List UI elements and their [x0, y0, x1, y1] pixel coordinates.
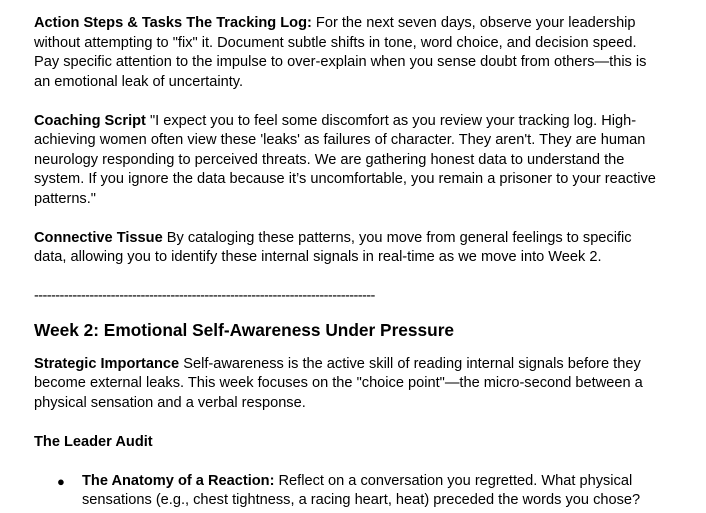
connective-tissue-paragraph [34, 229, 658, 268]
bullet-heading: The Anatomy of a Reaction: [82, 472, 275, 489]
strategic-importance-paragraph [34, 355, 658, 414]
tracking-log-body: For the next seven days, observe your leadership without attempting to "fix" it. Document subtle shifts in tone, word choice, and decision speed. Pay specific attention to the impulse to over-explain when you sense doubt from others—this is an emotional leak of uncertainty. [34, 15, 647, 90]
paragraph-gap [34, 413, 658, 433]
coaching-script-paragraph [34, 112, 658, 210]
coaching-script-body: "I expect you to feel some discomfort as you review your tracking log. High-achieving women often view these 'leaks' as failures of character. They aren't. They are human neurology responding to perceived threats. We are gathering honest data to understand the system. If you ignore the data because it’s uncomfortable, you remain a prisoner to your reactive patterns." [34, 112, 656, 207]
connective-tissue-body: By cataloging these patterns, you move from general feelings to specific data, allowing you to identify these internal signals in real-time as we move into Week 2. [34, 229, 632, 265]
paragraph-gap [34, 92, 658, 112]
week2-title: Week 2: Emotional Self-Awareness Under Pressure [34, 319, 455, 340]
bullet-body: Reflect on a conversation you regretted. What physical sensations (e.g., chest tightness, a racing heart, heat) preceded the words you chose? [82, 472, 641, 508]
tracking-log-heading: Action Steps & Tasks The Tracking Log: [34, 15, 312, 31]
strategic-importance-body: Self-awareness is the active skill of reading internal signals before they become external leaks. This week focuses on the "choice point"—the micro-second between a physical sensation and a verbal response. [34, 355, 643, 411]
paragraph-gap [34, 452, 658, 472]
leader-audit-heading [34, 433, 658, 453]
paragraph-gap [34, 209, 658, 229]
leader-audit-list [34, 472, 658, 511]
bullet-icon: ● [57, 473, 65, 489]
coaching-script-heading: Coaching Script [34, 112, 146, 129]
divider-line: -------------------------------------------------------------------------------- [34, 288, 375, 304]
document-page [34, 14, 658, 511]
list-item [34, 472, 658, 511]
tracking-log-paragraph [34, 14, 658, 92]
paragraph-gap [34, 268, 658, 288]
connective-tissue-heading: Connective Tissue [34, 229, 163, 246]
leader-audit-heading-text: The Leader Audit [34, 433, 153, 450]
strategic-importance-heading: Strategic Importance [34, 355, 180, 372]
